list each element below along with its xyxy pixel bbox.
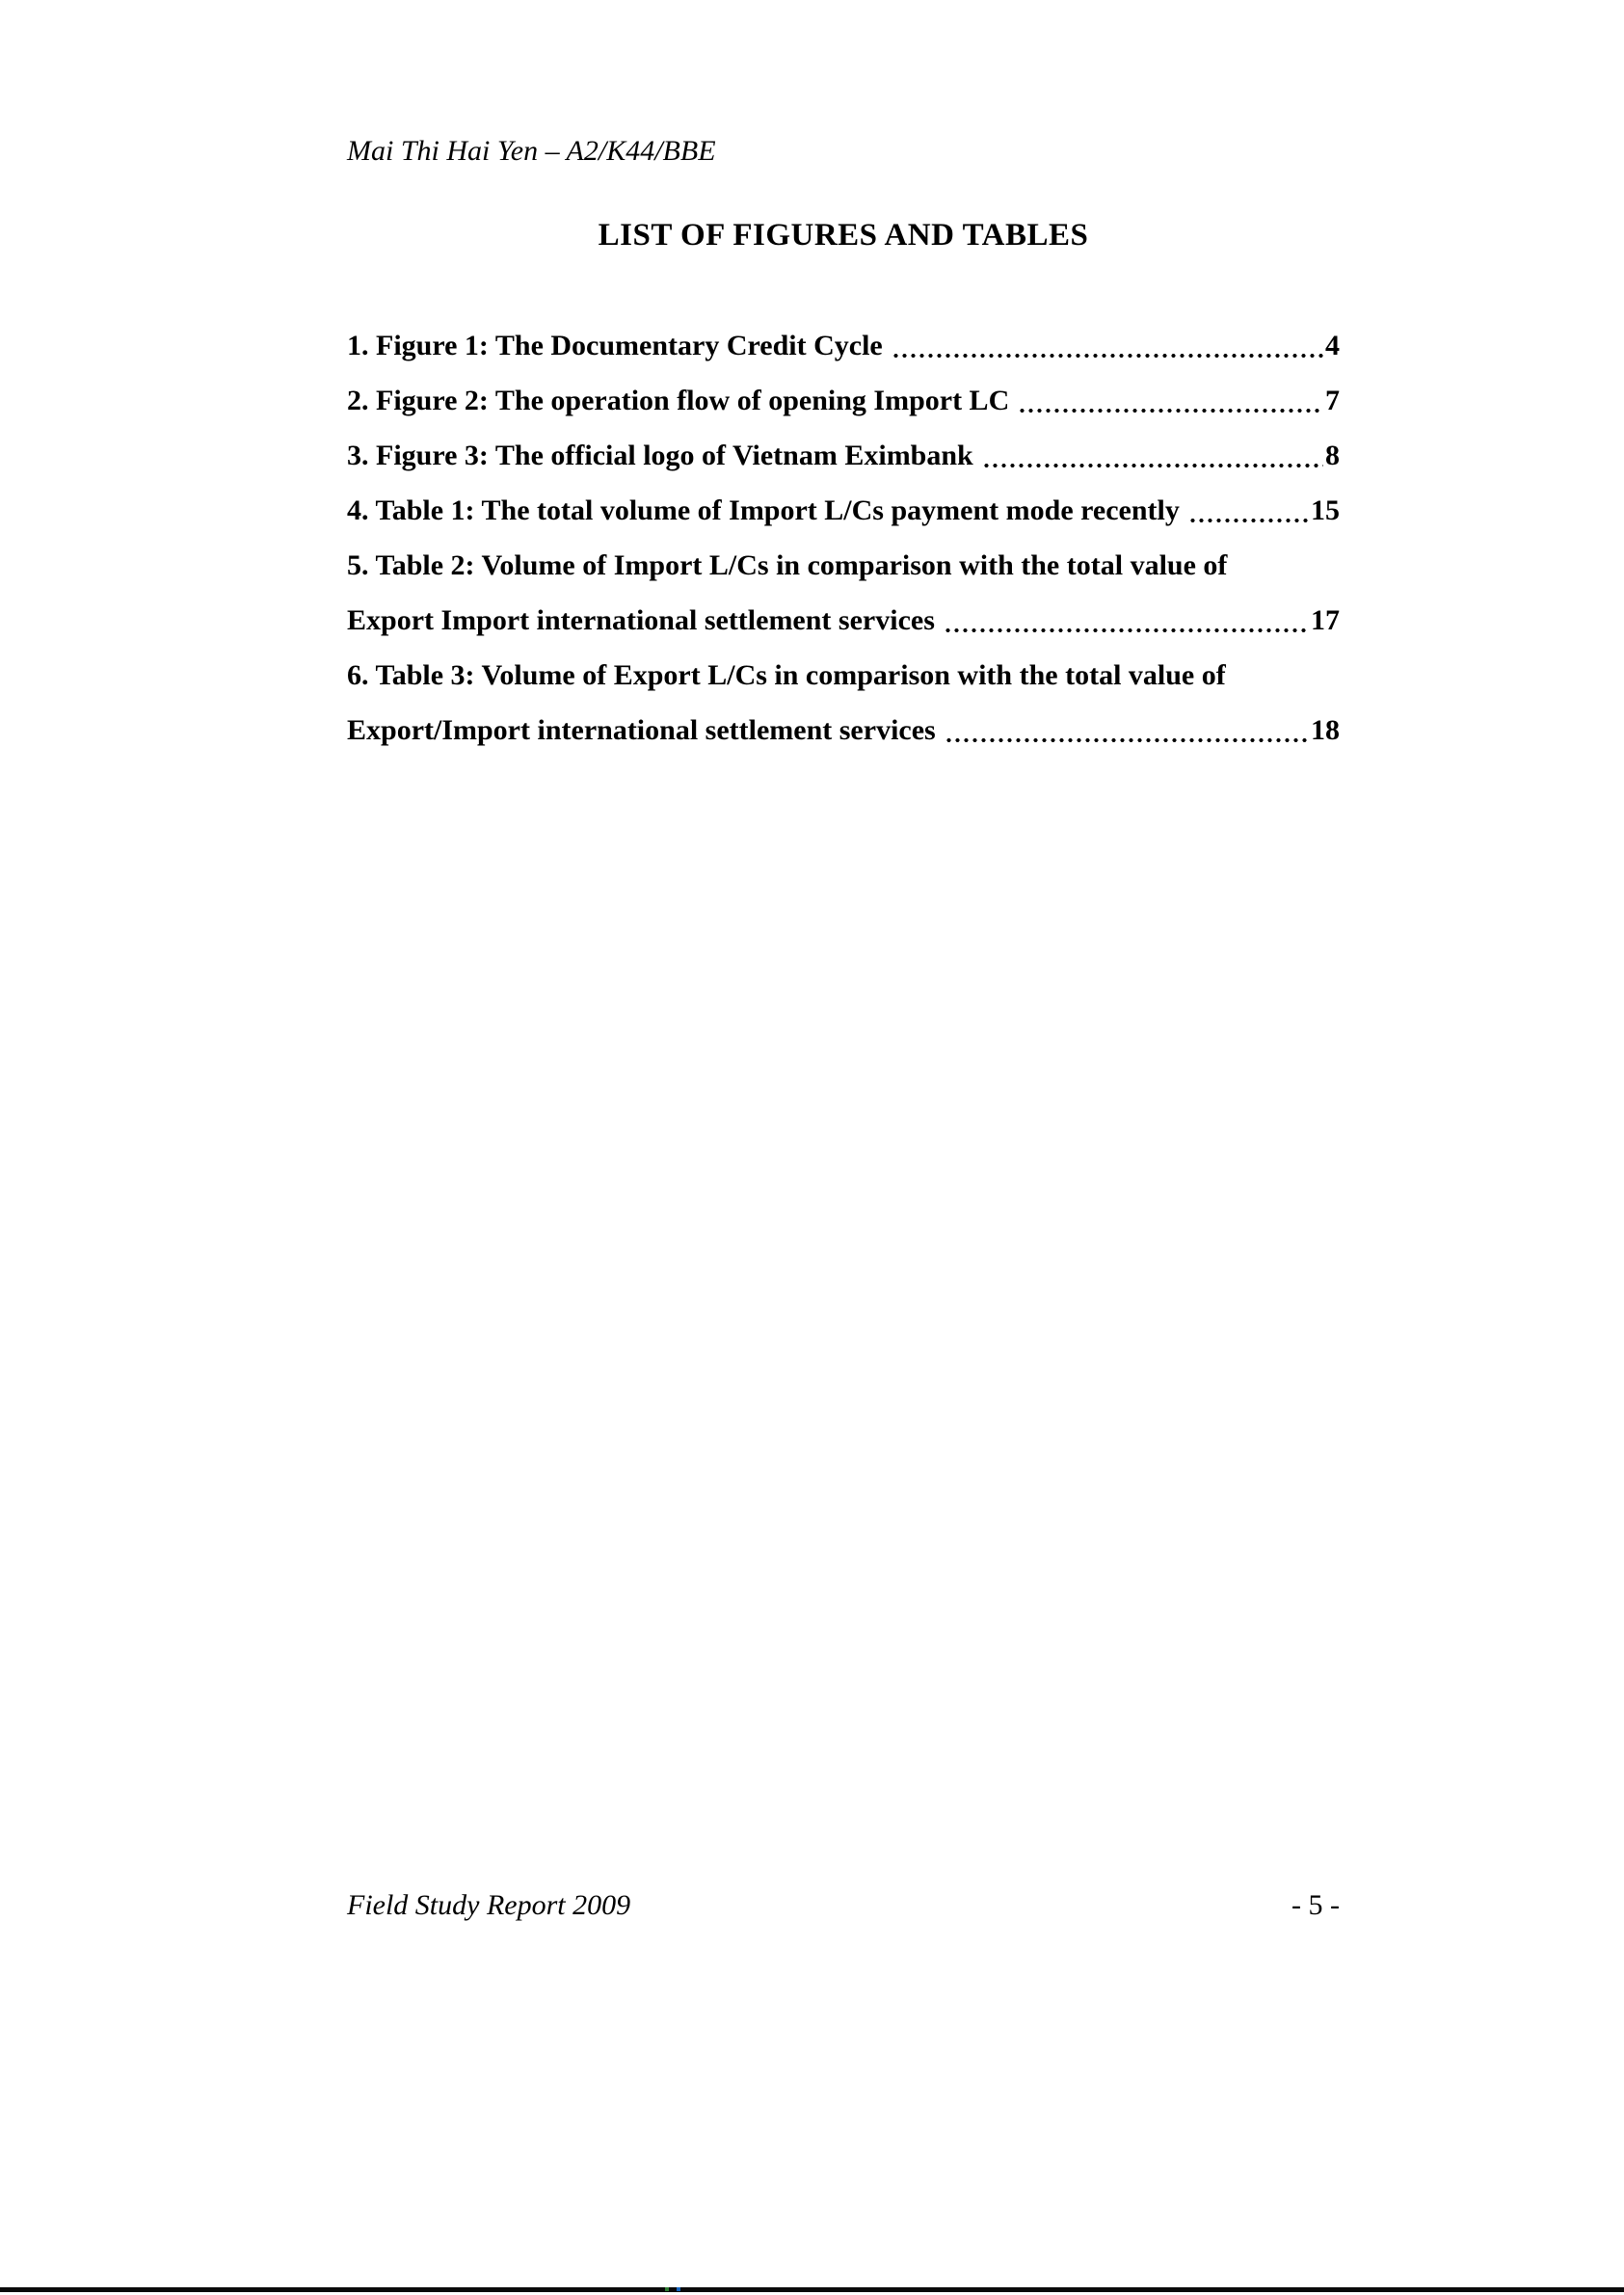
page-footer	[347, 1887, 1340, 1923]
toc-entry-text: Export Import international settlement services	[347, 604, 935, 636]
bottom-edge-bar	[0, 2287, 1624, 2292]
toc-entry-table-2-line-2	[347, 602, 1340, 638]
toc-entry-table-3-line-2	[347, 712, 1340, 748]
toc-entry-text: 3. Figure 3: The official logo of Vietnam Eximbank	[347, 440, 973, 471]
toc-entry-figure-3	[347, 438, 1340, 473]
toc-page-number: 15	[1311, 494, 1340, 526]
list-of-figures-and-tables	[347, 328, 1340, 767]
toc-page-number: 4	[1325, 330, 1340, 361]
toc-page-number: 17	[1311, 604, 1340, 636]
page-header-author: Mai Thi Hai Yen – A2/K44/BBE	[347, 135, 716, 167]
taskbar-fragment-icon	[677, 2287, 680, 2291]
taskbar-fragment-icon	[665, 2287, 669, 2291]
toc-page-number: 7	[1325, 385, 1340, 416]
dot-leader	[1188, 493, 1309, 528]
toc-entry-text: 1. Figure 1: The Documentary Credit Cycle	[347, 330, 883, 361]
toc-entry-table-1	[347, 493, 1340, 528]
footer-report-title: Field Study Report 2009	[347, 1889, 631, 1921]
toc-page-number: 8	[1325, 440, 1340, 471]
dot-leader	[1018, 383, 1323, 418]
toc-entry-text: 4. Table 1: The total volume of Import L/Cs payment mode recently	[347, 494, 1180, 526]
toc-entry-table-3-line-1	[347, 657, 1340, 693]
toc-entry-text: 6. Table 3: Volume of Export L/Cs in comparison with the total value of	[347, 659, 1226, 691]
toc-entry-figure-1	[347, 328, 1340, 363]
page-title: LIST OF FIGURES AND TABLES	[598, 218, 1089, 253]
toc-entry-text: 2. Figure 2: The operation flow of opening Import LC	[347, 385, 1010, 416]
toc-entry-text: Export/Import international settlement services	[347, 714, 936, 746]
dot-leader	[944, 602, 1309, 638]
toc-entry-text: 5. Table 2: Volume of Import L/Cs in comparison with the total value of	[347, 549, 1228, 581]
dot-leader	[945, 712, 1309, 748]
footer-page-number: - 5 -	[1291, 1889, 1340, 1921]
toc-entry-table-2-line-1	[347, 547, 1340, 583]
toc-entry-figure-2	[347, 383, 1340, 418]
dot-leader	[982, 438, 1323, 473]
dot-leader	[892, 328, 1323, 363]
toc-page-number: 18	[1311, 714, 1340, 746]
